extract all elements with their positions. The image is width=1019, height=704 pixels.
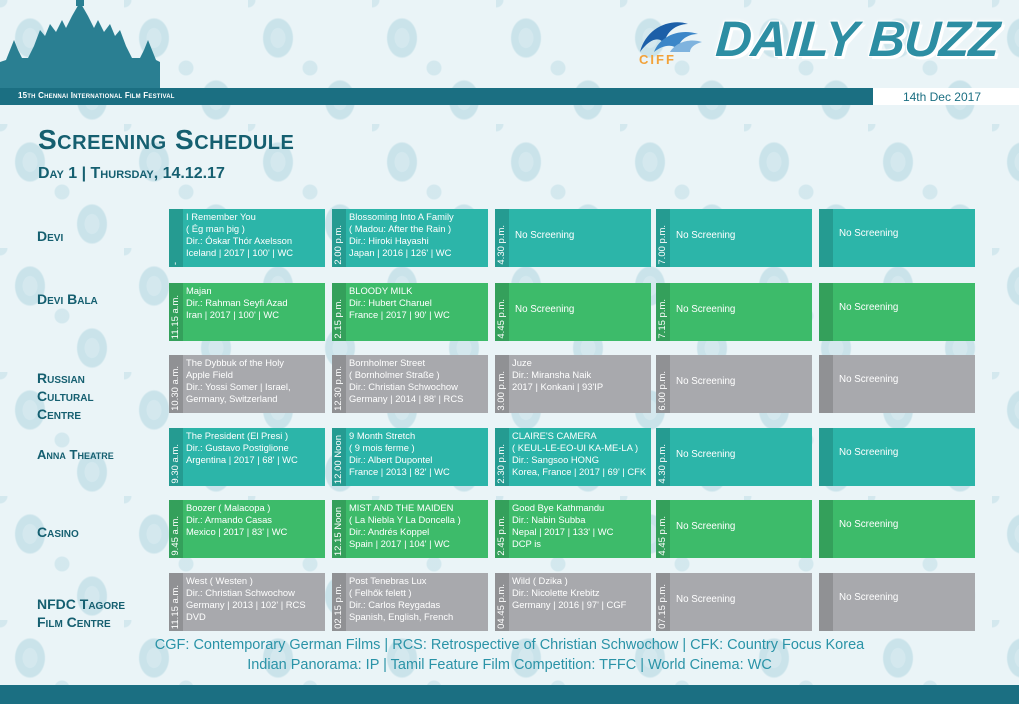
no-screening-text: No Screening [839, 228, 899, 239]
film-title: The Dybbuk of the Holy [186, 357, 284, 368]
time-strip [819, 355, 833, 413]
screening-time: 9.30 a.m. [170, 444, 181, 484]
screening-cell [332, 209, 488, 267]
film-info [512, 357, 649, 393]
no-screening-text: No Screening [839, 447, 899, 458]
film-info [512, 502, 649, 550]
ciff-logo-text: CIFF [639, 52, 676, 67]
screening-cell [332, 500, 488, 558]
screening-time: 2.15 p.m. [333, 299, 344, 339]
film-title: BLOODY MILK [349, 285, 413, 296]
film-detail: ( Felhők felett ) [349, 587, 412, 599]
film-title: Majan [186, 285, 212, 296]
no-screening-text: No Screening [839, 592, 899, 603]
venue-label-line: NFDC Tagore [37, 596, 125, 612]
screening-time: 04.45 p.m. [496, 584, 507, 629]
daily-buzz-brand: DAILY BUZZ [714, 11, 1001, 67]
film-detail: Iran | 2017 | 100' | WC [186, 309, 279, 321]
film-title: The President (El Presi ) [186, 430, 289, 441]
no-screening-text: No Screening [515, 230, 575, 241]
screening-cell [169, 573, 325, 631]
film-info [512, 430, 649, 478]
film-info [186, 502, 323, 538]
film-detail: ( KEUL-LE-EO-UI KA-ME-LA ) [512, 442, 639, 454]
screening-time: 9.45 a.m. [170, 516, 181, 556]
time-strip [819, 573, 833, 631]
venue-label-line: Casino [37, 524, 79, 540]
film-detail: ( 9 mois ferme ) [349, 442, 415, 454]
film-detail: Germany, Switzerland [186, 393, 278, 405]
page-subtitle: Day 1 | Thursday, 14.12.17 [38, 165, 225, 182]
venue-label-casino [37, 523, 167, 541]
film-detail: DVD [186, 611, 206, 623]
screening-cell [495, 209, 651, 267]
screening-time: 7.15 p.m. [657, 299, 668, 339]
screening-cell [819, 428, 975, 486]
film-detail: Dir.: Hubert Charuel [349, 297, 432, 309]
no-screening-text: No Screening [839, 374, 899, 385]
screening-cell [169, 355, 325, 413]
film-detail: Germany | 2014 | 88' | RCS [349, 393, 464, 405]
film-title: Boozer ( Malacopa ) [186, 502, 271, 513]
film-detail: 2017 | Konkani | 93'IP [512, 381, 604, 393]
film-title: Good Bye Kathmandu [512, 502, 605, 513]
venue-label-russian-cultural-centre [37, 369, 167, 423]
screening-time: 11.15 a.m. [170, 294, 181, 339]
film-detail: Spain | 2017 | 104' | WC [349, 538, 450, 550]
screening-cell [656, 428, 812, 486]
screening-cell [656, 283, 812, 341]
screening-time: 6.00 p.m. [657, 371, 668, 411]
film-info [186, 430, 323, 466]
film-detail: Apple Field [186, 369, 233, 381]
screening-cell [656, 209, 812, 267]
film-detail: Iceland | 2017 | 100' | WC [186, 247, 294, 259]
screening-time: 2.45 p.m. [496, 516, 507, 556]
no-screening-text: No Screening [676, 376, 736, 387]
time-strip [819, 500, 833, 558]
film-title: I Remember You [186, 211, 256, 222]
film-detail: ( Ég man þig ) [186, 223, 245, 235]
film-detail: DCP is [512, 538, 541, 550]
film-detail: Mexico | 2017 | 83' | WC [186, 526, 288, 538]
screening-cell [819, 209, 975, 267]
film-detail: Nepal | 2017 | 133' | WC [512, 526, 614, 538]
screening-cell [656, 355, 812, 413]
film-title: Juze [512, 357, 532, 368]
venue-label-devi [37, 227, 167, 245]
film-detail: Argentina | 2017 | 68' | WC [186, 454, 298, 466]
screening-time: 4.45 p.m. [496, 299, 507, 339]
venue-label-devi-bala [37, 290, 167, 308]
screening-cell [819, 283, 975, 341]
film-detail: Germany | 2016 | 97' | CGF [512, 599, 627, 611]
no-screening-text: No Screening [839, 519, 899, 530]
no-screening-text: No Screening [676, 449, 736, 460]
no-screening-text: No Screening [676, 304, 736, 315]
film-detail: France | 2017 | 90' | WC [349, 309, 450, 321]
screening-cell [819, 573, 975, 631]
screening-time: 11.15 a.m. [170, 584, 181, 629]
time-strip [819, 283, 833, 341]
time-strip [169, 209, 183, 267]
film-detail: Dir.: Nicolette Krebitz [512, 587, 600, 599]
film-info [512, 575, 649, 611]
film-info [349, 430, 486, 478]
screening-time: 02.15 p.m. [333, 584, 344, 629]
film-title: Blossoming Into A Family [349, 211, 454, 222]
film-detail: Dir.: Óskar Thór Axelsson [186, 235, 293, 247]
venue-label-anna-theatre [37, 446, 167, 464]
time-strip [819, 209, 833, 267]
issue-date: 14th Dec 2017 [902, 90, 981, 104]
venue-label-nfdc-tagore-film-centre [37, 595, 167, 631]
film-title: CLAIRE'S CAMERA [512, 430, 597, 441]
film-detail: Dir.: Christian Schwochow [349, 381, 458, 393]
temple-silhouette-icon [0, 0, 160, 90]
no-screening-text: No Screening [839, 302, 899, 313]
film-detail: Dir.: Yossi Somer | Israel, [186, 381, 291, 393]
screening-cell [169, 428, 325, 486]
film-detail: Spanish, English, French [349, 611, 454, 623]
film-detail: Dir.: Rahman Seyfi Azad [186, 297, 288, 309]
time-strip [819, 428, 833, 486]
screening-cell [169, 500, 325, 558]
screening-time: 7.00 p.m. [657, 225, 668, 265]
screening-time: - [170, 261, 181, 265]
film-detail: Dir.: Hiroki Hayashi [349, 235, 429, 247]
screening-cell [495, 500, 651, 558]
screening-cell [332, 573, 488, 631]
film-detail: Dir.: Christian Schwochow [186, 587, 295, 599]
film-detail: Germany | 2013 | 102' | RCS [186, 599, 306, 611]
no-screening-text: No Screening [515, 304, 575, 315]
screening-cell [656, 500, 812, 558]
film-info [186, 285, 323, 321]
film-detail: Korea, France | 2017 | 69' | CFK [512, 466, 647, 478]
venue-label-line: Devi Bala [37, 291, 98, 307]
screening-time: 3.00 p.m. [496, 371, 507, 411]
screening-cell [332, 428, 488, 486]
film-detail: ( Bornholmer Straße ) [349, 369, 440, 381]
film-detail: Dir.: Gustavo Postiglione [186, 442, 289, 454]
venue-label-line: Russian [37, 370, 85, 386]
film-info [186, 211, 323, 259]
screening-time: 12.30 p.m. [333, 366, 344, 411]
screening-time: 12.00 Noon [333, 434, 344, 484]
screening-time: 4.45 p.m. [657, 516, 668, 556]
screening-cell [169, 209, 325, 267]
venue-label-line: Centre [37, 406, 82, 422]
legend-line-2: Indian Panorama: IP | Tamil Feature Film Competition: TFFC | World Cinema: WC [247, 657, 772, 673]
film-detail: Dir.: Armando Casas [186, 514, 272, 526]
screening-cell [819, 500, 975, 558]
venue-label-line: Film Centre [37, 614, 111, 630]
film-title: Wild ( Dzika ) [512, 575, 568, 586]
film-detail: Dir.: Nabin Subba [512, 514, 586, 526]
legend-line-1: CGF: Contemporary German Films | RCS: Retrospective of Christian Schwochow | CFK: Country Focus Korea [154, 637, 865, 653]
film-info [186, 575, 323, 623]
festival-name: 15th Chennai International Film Festival [18, 91, 175, 100]
film-detail: France | 2013 | 82' | WC [349, 466, 450, 478]
film-info [349, 575, 486, 623]
film-info [349, 211, 486, 259]
screening-time: 2.00 p.m. [333, 225, 344, 265]
film-title: MIST AND THE MAIDEN [349, 502, 454, 513]
screening-cell [495, 355, 651, 413]
film-info [349, 357, 486, 405]
film-detail: Japan | 2016 | 126' | WC [349, 247, 452, 259]
screening-cell [656, 573, 812, 631]
screening-cell [495, 573, 651, 631]
film-title: Bornholmer Street [349, 357, 426, 368]
no-screening-text: No Screening [676, 594, 736, 605]
screening-time: 07.15 p.m. [657, 584, 668, 629]
screening-time: 4.30 p.m. [657, 444, 668, 484]
film-detail: ( Madou: After the Rain ) [349, 223, 452, 235]
page-title: Screening Schedule [38, 124, 295, 155]
screening-cell [819, 355, 975, 413]
screening-time: 4.30 p.m. [496, 225, 507, 265]
film-title: West ( Westen ) [186, 575, 253, 586]
screening-cell [169, 283, 325, 341]
film-info [186, 357, 323, 405]
film-info [349, 285, 486, 321]
film-detail: Dir.: Andrés Koppel [349, 526, 430, 538]
film-detail: Dir.: Carlos Reygadas [349, 599, 441, 611]
film-detail: ( La Niebla Y La Doncella ) [349, 514, 461, 526]
film-title: 9 Month Stretch [349, 430, 416, 441]
screening-cell [332, 355, 488, 413]
footer-bar [0, 685, 1019, 704]
film-title: Post Tenebras Lux [349, 575, 427, 586]
screening-time: 12.15 Noon [333, 506, 344, 556]
screening-time: 2.30 p.m. [496, 444, 507, 484]
film-detail: Dir.: Albert Dupontel [349, 454, 433, 466]
venue-label-line: Cultural [37, 388, 94, 404]
film-detail: Dir.: Miransha Naik [512, 369, 592, 381]
no-screening-text: No Screening [676, 230, 736, 241]
screening-cell [495, 283, 651, 341]
no-screening-text: No Screening [676, 521, 736, 532]
venue-label-line: Devi [37, 228, 64, 244]
film-detail: Dir.: Sangsoo HONG [512, 454, 600, 466]
venue-label-line: Anna Theatre [37, 447, 114, 462]
screening-cell [332, 283, 488, 341]
film-info [349, 502, 486, 550]
screening-cell [495, 428, 651, 486]
screening-time: 10.30 a.m. [170, 366, 181, 411]
